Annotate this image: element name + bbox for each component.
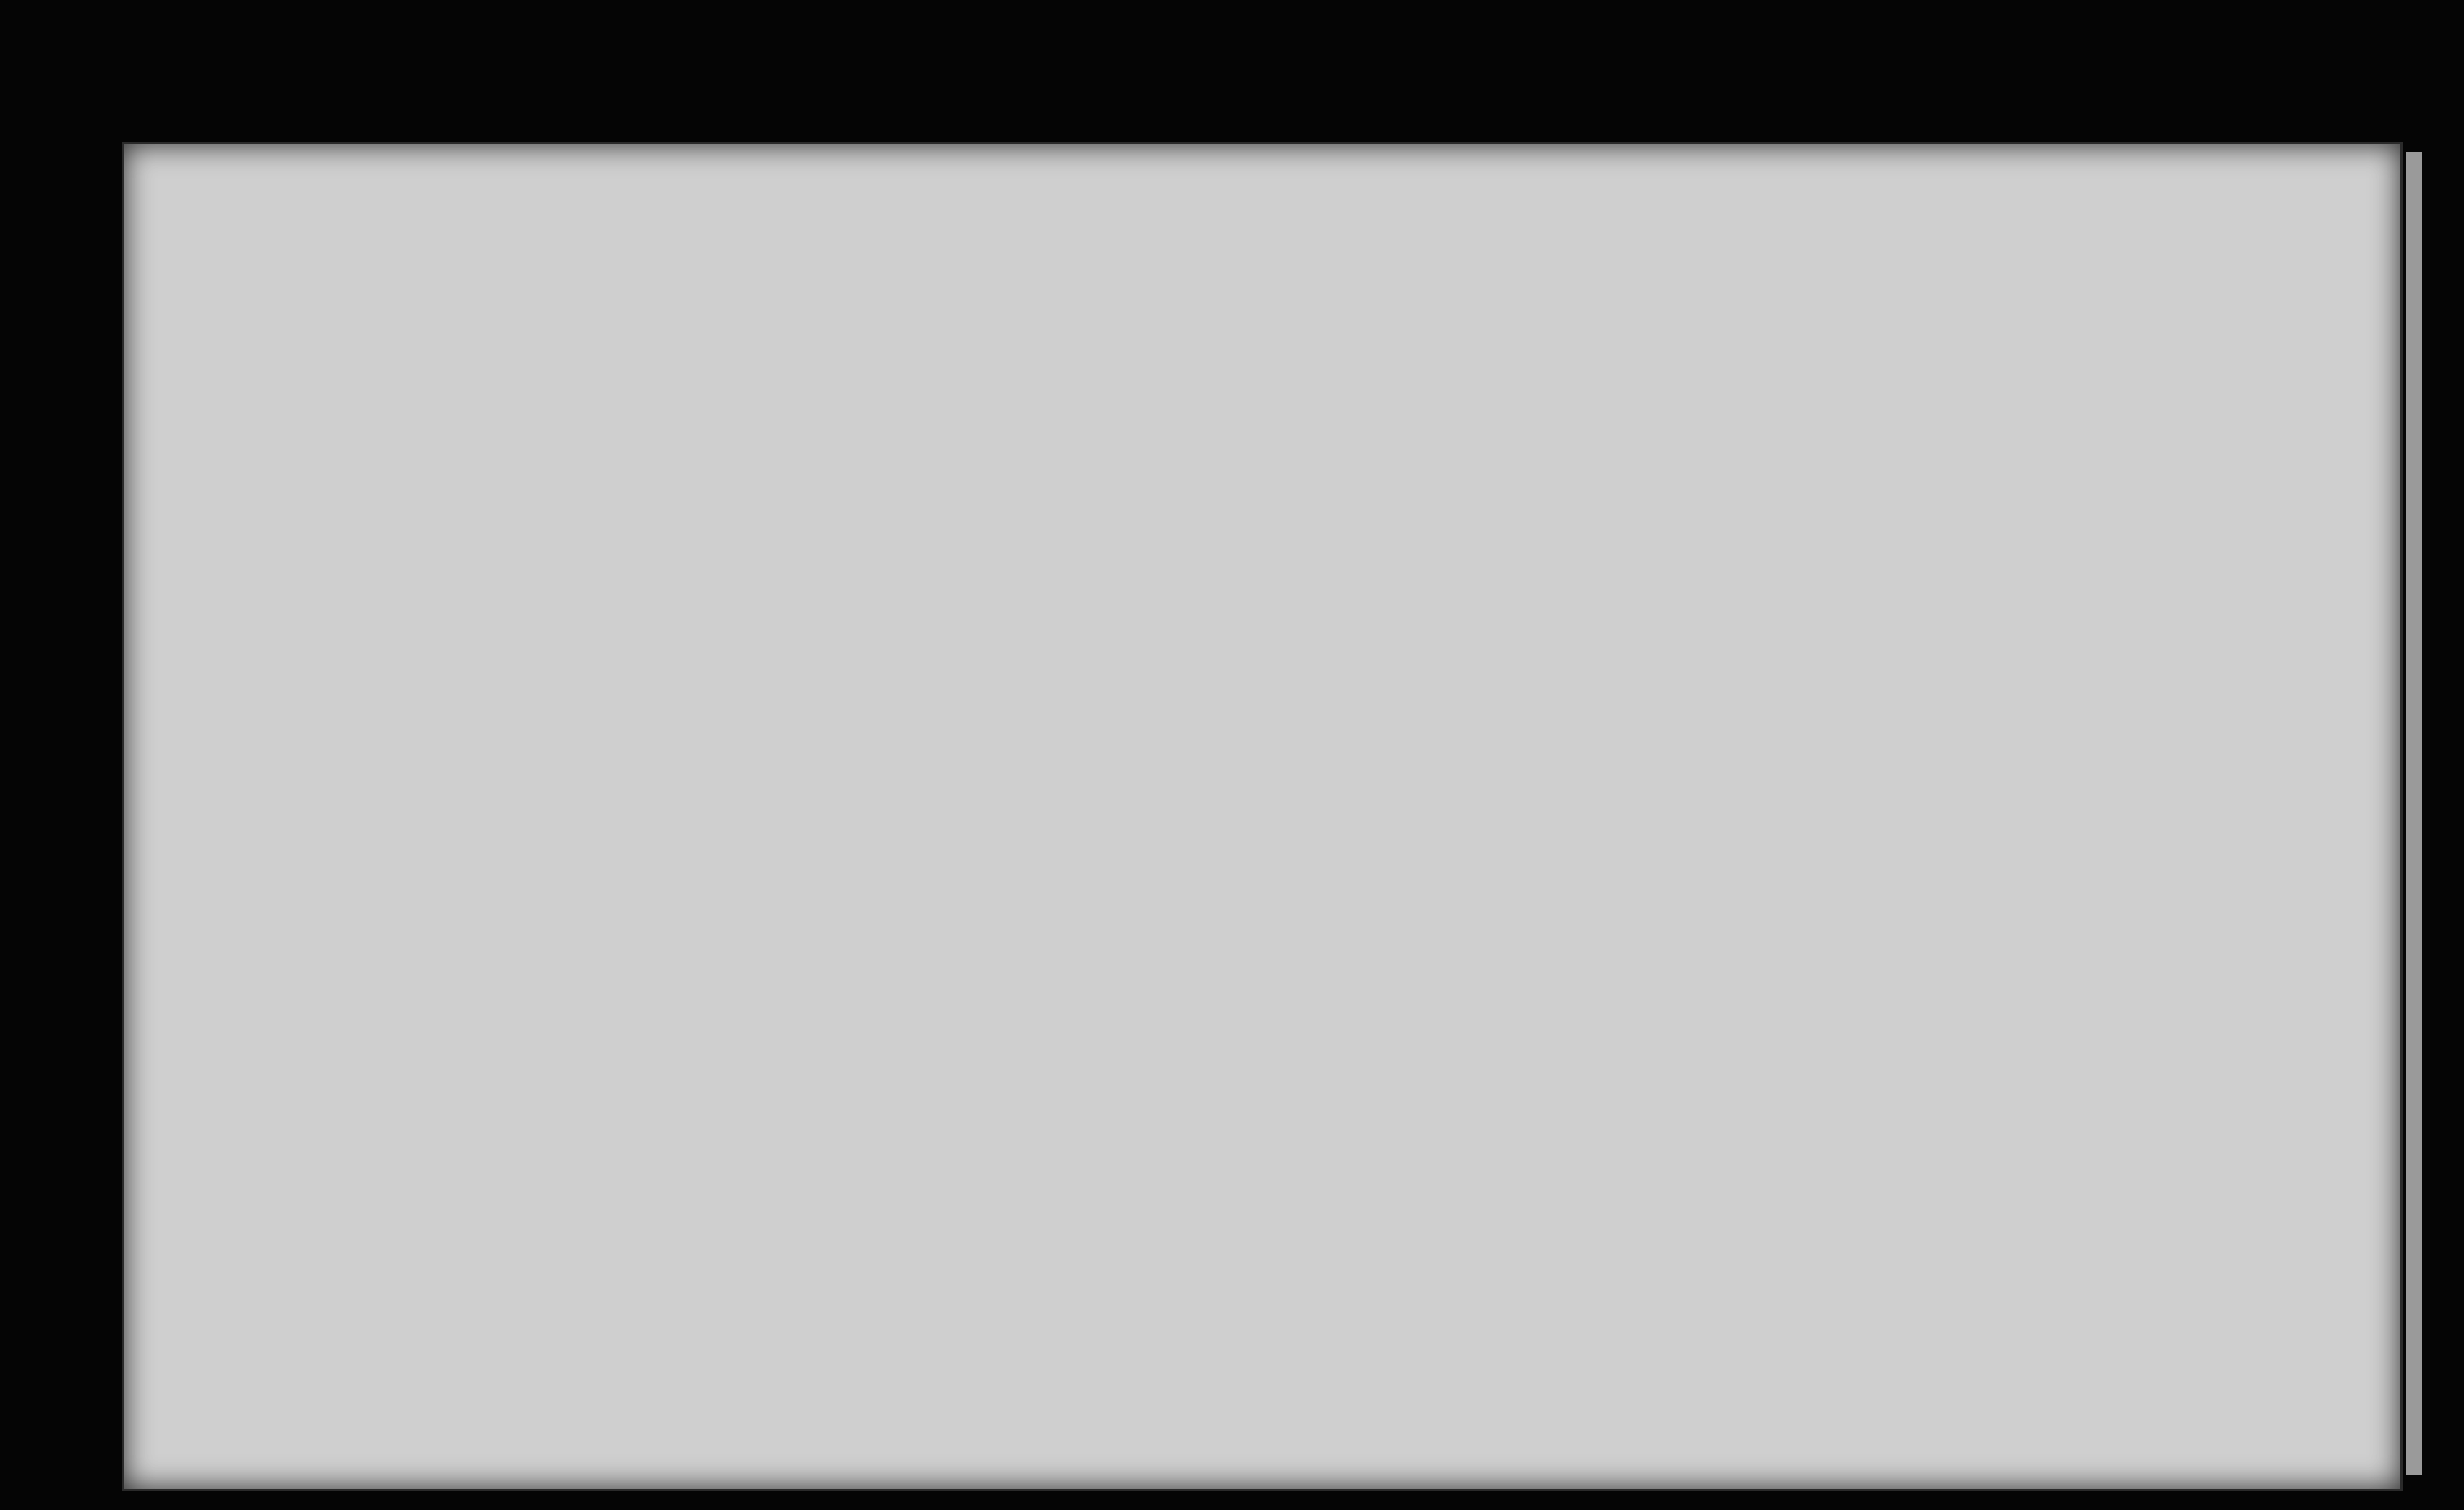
- page-edge: [2406, 152, 2422, 1475]
- census-card: [122, 142, 2403, 1491]
